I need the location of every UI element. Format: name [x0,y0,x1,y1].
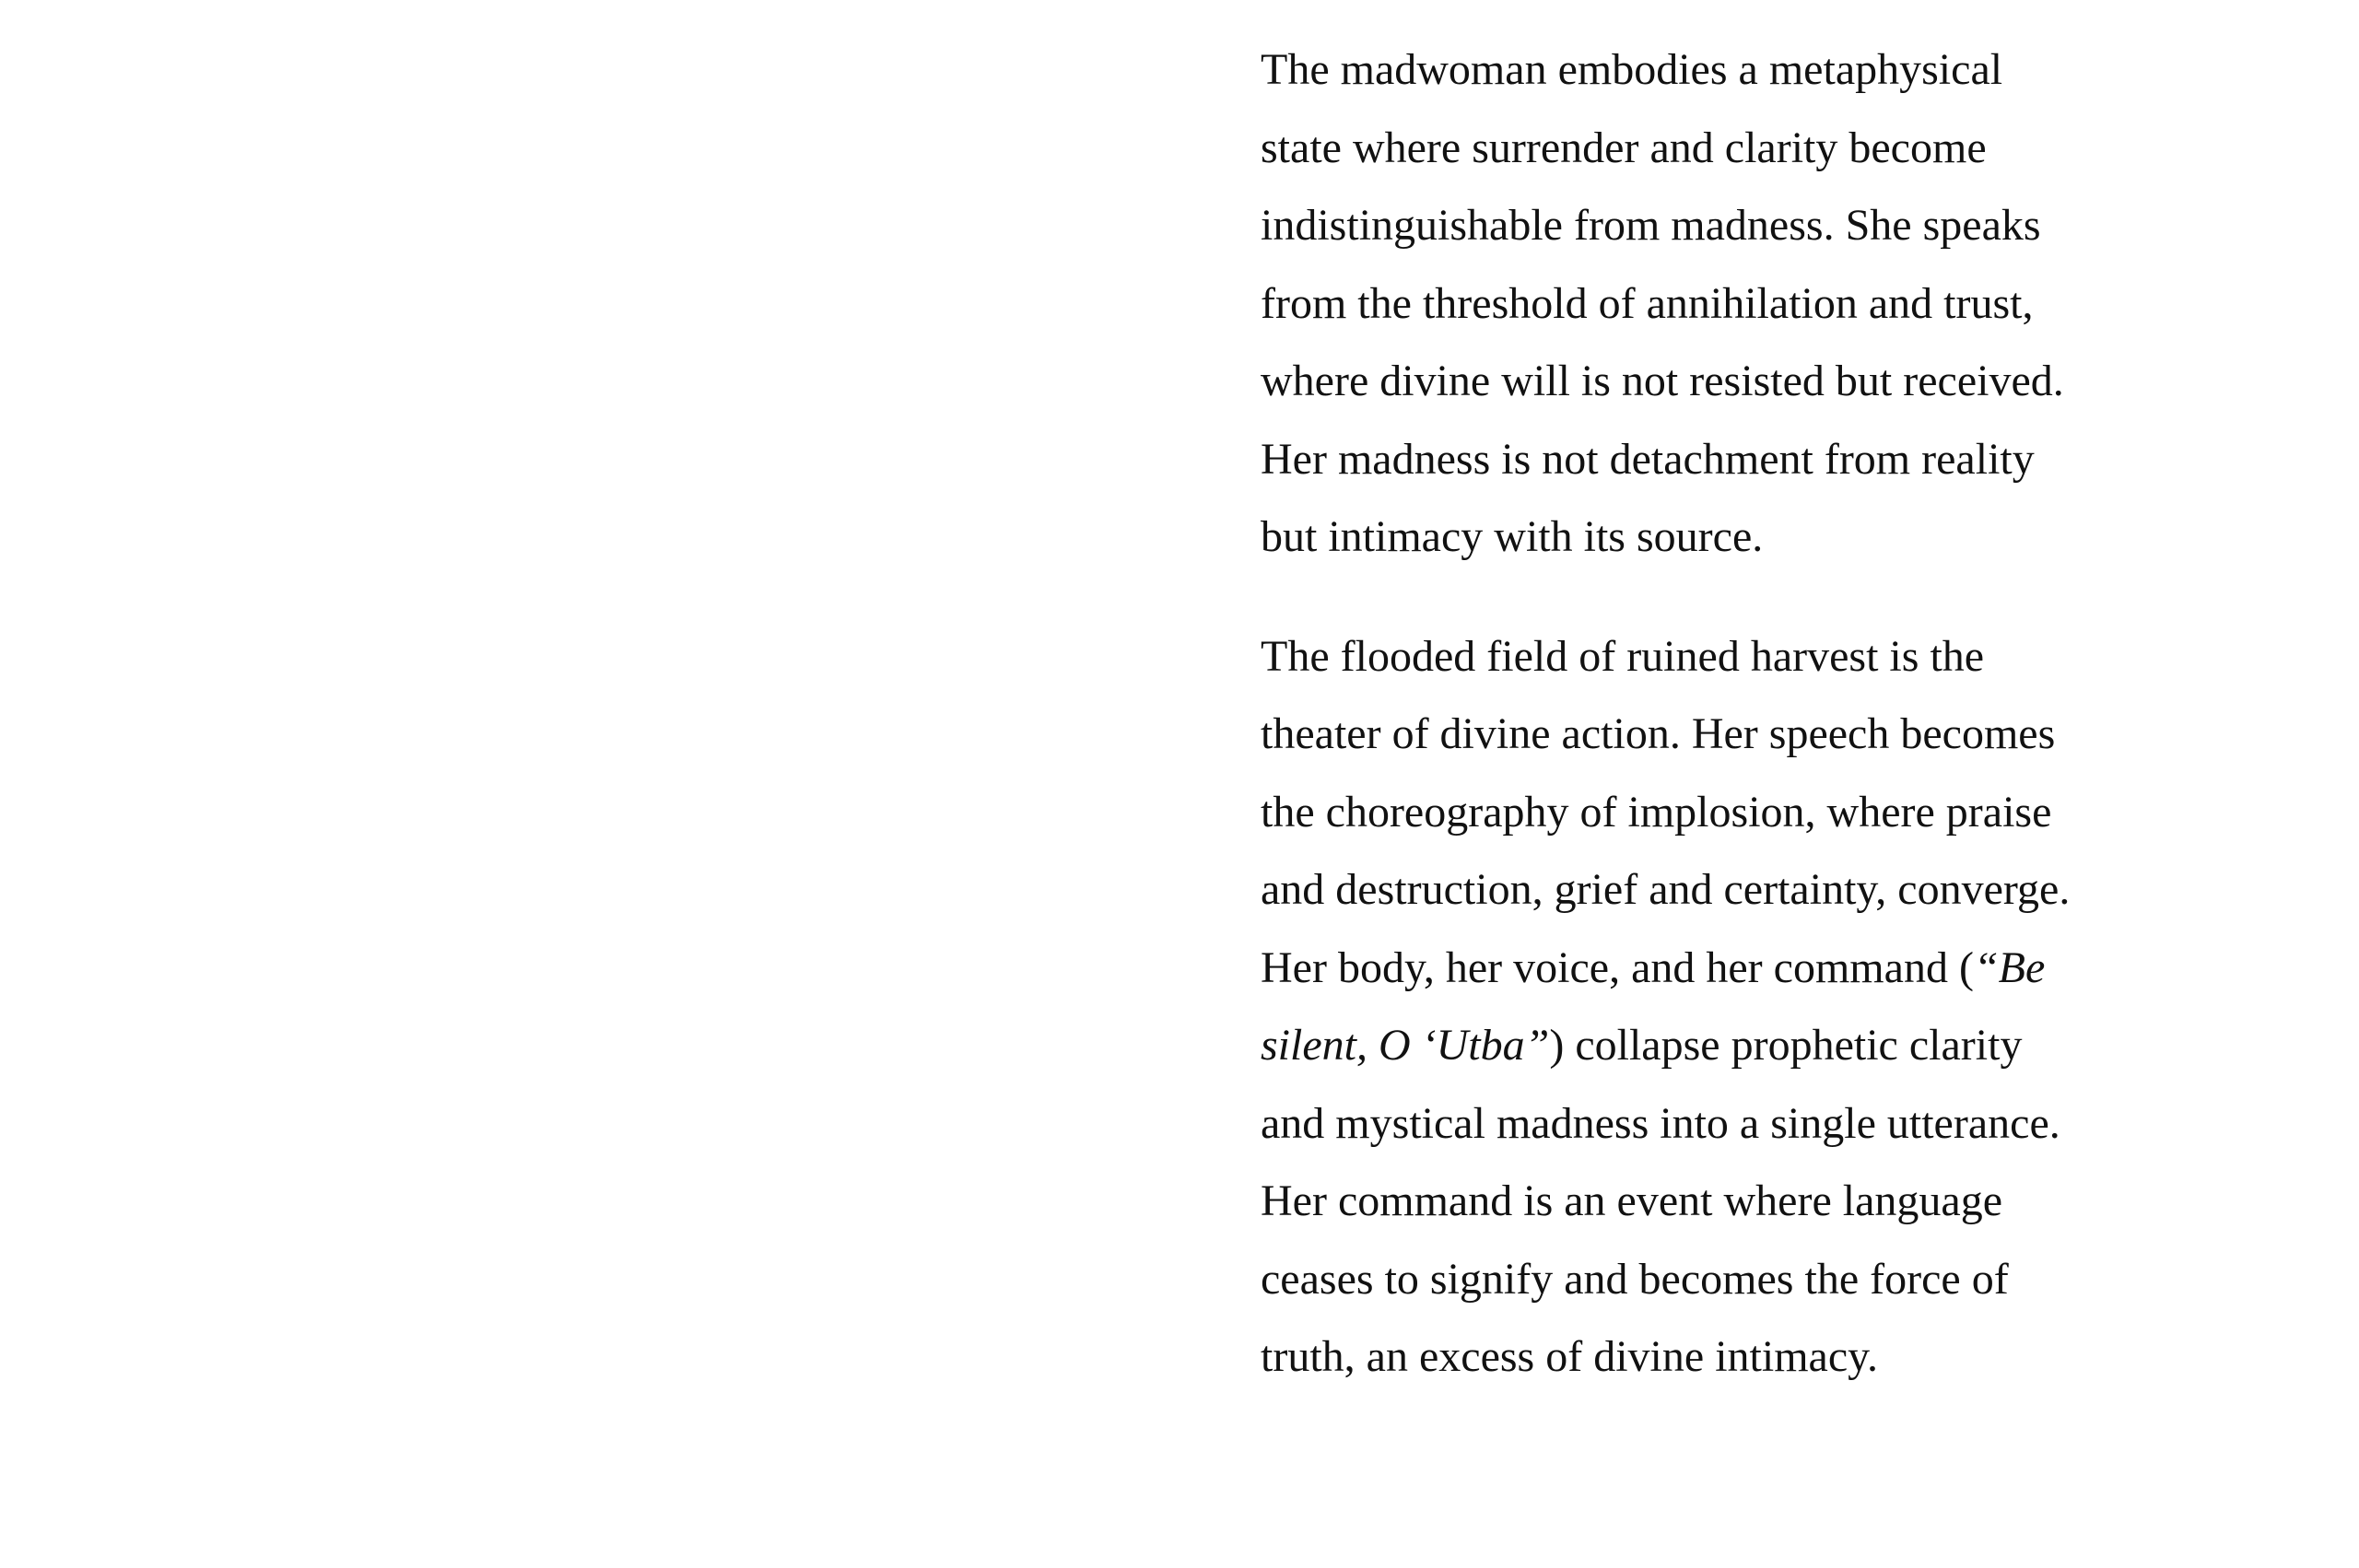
text-line: ceases to signify and becomes the force of [1261,1254,2009,1304]
text-line: from the threshold of annihilation and trust, [1261,278,2034,328]
text-column [1261,31,2164,1397]
text-line: and destruction, grief and certainty, converge. [1261,865,2071,914]
quoted-command-end: silent, O ‘Utba” [1261,1021,1550,1070]
text-line: Her command is an event where language [1261,1176,2003,1225]
text-run: ) collapse prophetic clarity [1549,1021,2023,1070]
text-line: theater of divine action. Her speech becomes [1261,709,2056,758]
text-line: and mystical madness into a single utterance. [1261,1098,2060,1148]
text-line-with-quote-start [1261,930,2164,1008]
text-line: truth, an excess of divine intimacy. [1261,1332,1879,1381]
text-line: Her madness is not detachment from reality [1261,434,2035,484]
text-line: indistinguishable from madness. She speaks [1261,201,2041,250]
text-line: The flooded field of ruined harvest is the [1261,631,1985,681]
paragraph-1 [1261,31,2164,577]
text-line: The madwoman embodies a metaphysical [1261,45,2003,94]
text-run: Her body, her voice, and her command ( [1261,942,1974,992]
paragraph-2 [1261,618,2164,1397]
text-line: but intimacy with its source. [1261,512,1764,561]
text-line: where divine will is not resisted but received. [1261,357,2064,405]
text-line: state where surrender and clarity become [1261,123,1987,172]
text-line: the choreography of implosion, where praise [1261,787,2052,837]
text-line-with-quote-end [1261,1007,2164,1085]
quoted-command-start: “Be [1973,942,2046,992]
